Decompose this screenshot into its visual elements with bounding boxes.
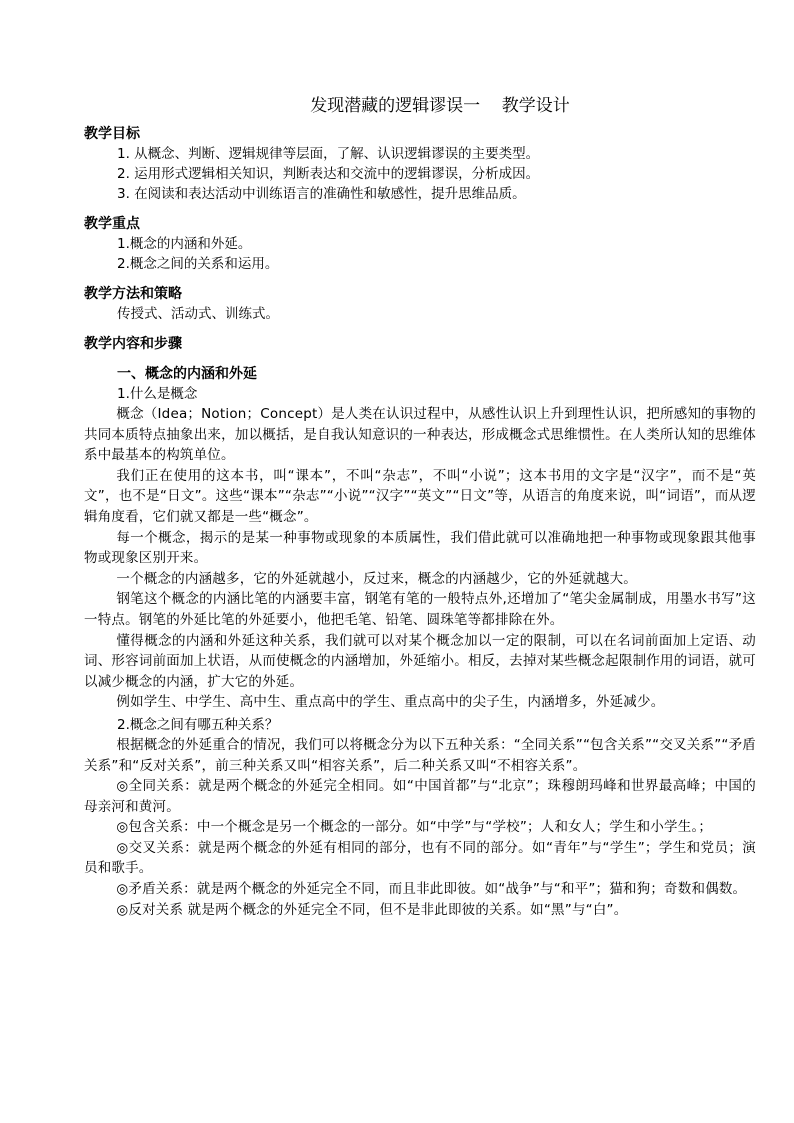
question-2: 2.概念之间有哪五种关系？: [117, 716, 279, 733]
key-points-heading: 教学重点: [84, 216, 140, 232]
relation-item: ◎全同关系：就是两个概念的外延完全相同。如“中国首都”与“北京”；珠穆朗玛峰和世界最高峰；中国的母亲河和黄河。: [84, 778, 756, 815]
part1-heading: 一、概念的内涵和外延: [117, 366, 257, 382]
objective-item: 3. 在阅读和表达活动中训练语言的准确性和敏感性，提升思维品质。: [117, 186, 526, 202]
relation-item: ◎反对关系 就是两个概念的外延完全不同，但不是非此即彼的关系。如“黑”与“白”。: [116, 901, 628, 918]
document-title: 发现潜藏的逻辑谬误一 教学设计: [310, 96, 570, 116]
paragraph: 钢笔这个概念的内涵比笔的内涵要丰富，钢笔有笔的一般特点外,还增加了“笔尖金属制成，用墨水书写”这一特点。钢笔的外延比笔的外延要小，他把毛笔、铅笔、圆珠笔等都排除在外。: [84, 591, 756, 628]
question-1: 1.什么是概念: [117, 386, 198, 402]
key-point-item: 2.概念之间的关系和运用。: [117, 256, 279, 272]
document-page: [84, 92, 756, 920]
paragraph: 概念（Idea；Notion；Concept）是人类在认识过程中，从感性认识上升到理性认识，把所感知的事物的共同本质特点抽象出来，加以概括，是自我认知意识的一种表达，形成概念式思维惯性。在人类所认知的思维体系中最基本的构筑单位。: [84, 406, 756, 464]
paragraph: 一个概念的内涵越多，它的外延就越小，反过来，概念的内涵越少，它的外延就越大。: [116, 570, 637, 587]
paragraph: 我们正在使用的这本书，叫“课本”，不叫“杂志”，不叫“小说”；这本书用的文字是“汉字”，而不是“英文”，也不是“日文”。这些“课本”“杂志”“小说”“汉字”“英文”“日文”等，从语言的角度来说，叫“词语”，而从逻辑角度看，它们就又都是一些“概念”。: [84, 467, 756, 525]
key-point-item: 1.概念的内涵和外延。: [117, 236, 252, 252]
relation-item: ◎矛盾关系：就是两个概念的外延完全不同，而且非此即彼。如“战争”与“和平”；猫和狗；奇数和偶数。: [116, 881, 747, 898]
paragraph: 每一个概念，揭示的是某一种事物或现象的本质属性，我们借此就可以准确地把一种事物或现象跟其他事物或现象区别开来。: [84, 529, 756, 567]
content-heading: 教学内容和步骤: [84, 336, 182, 352]
paragraph: 懂得概念的内涵和外延这种关系，我们就可以对某个概念加以一定的限制，可以在名词前面加上定语、动词、形容词前面加上状语，从而使概念的内涵增加，外延缩小。相反，去掉对某些概念起限制作用的词语，就可以减少概念的内涵，扩大它的外延。: [84, 632, 756, 690]
method-item: 传授式、活动式、训练式。: [117, 306, 279, 322]
methods-heading: 教学方法和策略: [84, 286, 182, 302]
relation-item: ◎交叉关系：就是两个概念的外延有相同的部分，也有不同的部分。如“青年”与“学生”；学生和党员；演员和歌手。: [84, 839, 756, 877]
objectives-heading: 教学目标: [84, 126, 140, 142]
objective-item: 1. 从概念、判断、逻辑规律等层面，了解、认识逻辑谬误的主要类型。: [117, 146, 540, 162]
relation-item: ◎包含关系：中一个概念是另一个概念的一部分。如“中学”与“学校”；人和女人；学生和小学生。；: [116, 819, 713, 836]
objective-item: 2. 运用形式逻辑相关知识，判断表达和交流中的逻辑谬误，分析成因。: [117, 166, 540, 182]
paragraph: 根据概念的外延重合的情况，我们可以将概念分为以下五种关系：“全同关系”“包含关系”“交叉关系”“矛盾关系”和“反对关系”，前三种关系又叫“相容关系”，后二种关系又叫“不相容关系”。: [84, 736, 756, 774]
paragraph: 例如学生、中学生、高中生、重点高中的学生、重点高中的尖子生，内涵增多，外延减少。: [116, 694, 665, 711]
